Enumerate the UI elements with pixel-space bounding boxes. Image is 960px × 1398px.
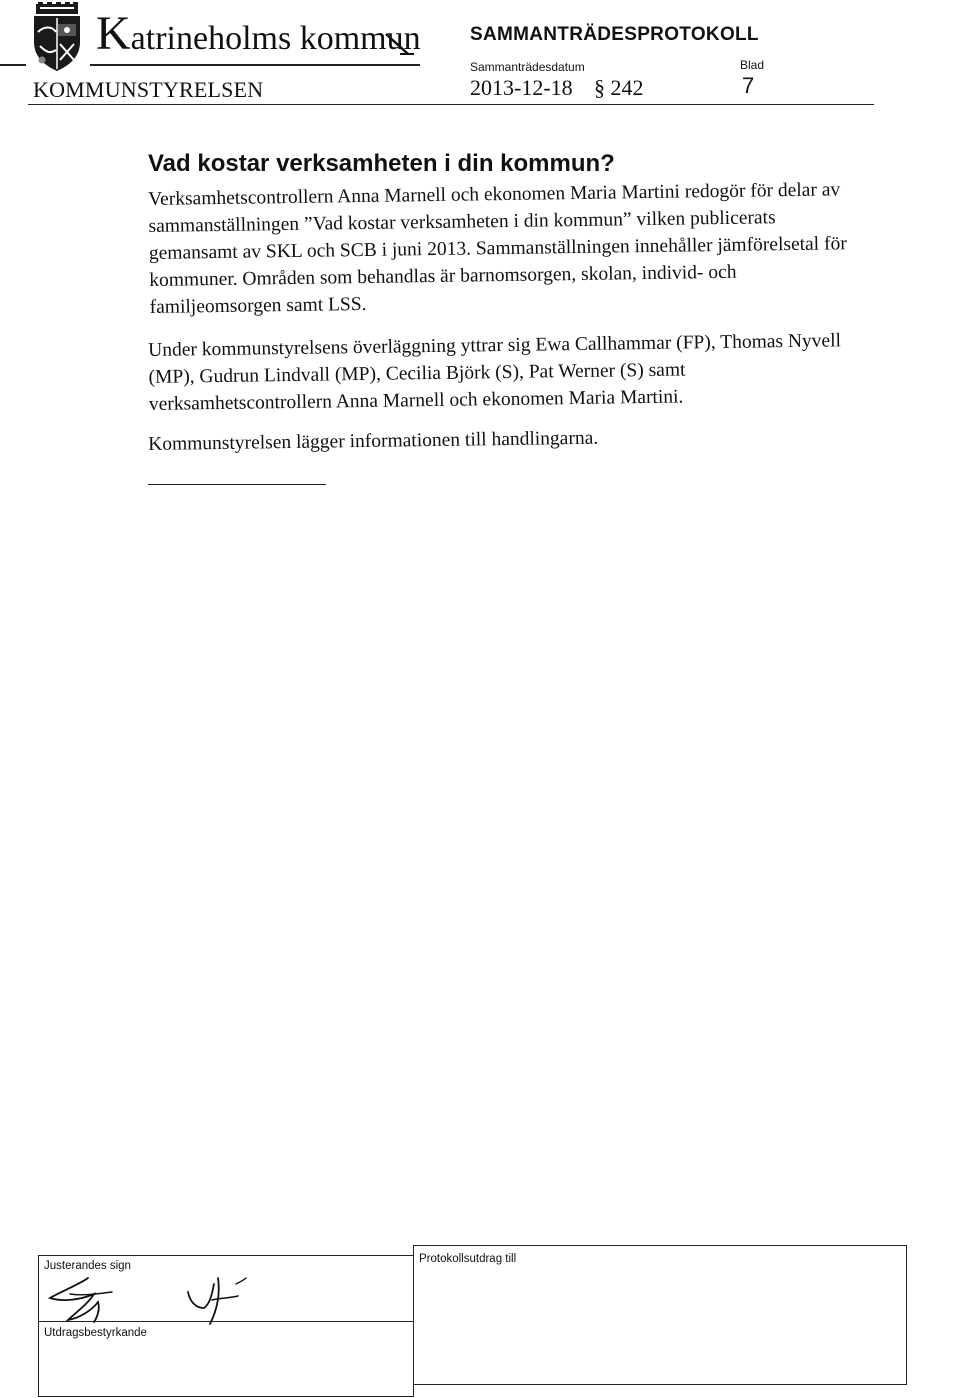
meeting-date-value: 2013-12-18 — [470, 75, 573, 100]
certifier-label: Utdragsbestyrkande — [44, 1327, 147, 1339]
document-type: SAMMANTRÄDESPROTOKOLL — [470, 24, 759, 45]
organization-name-rest: atrineholms kommun — [130, 20, 421, 57]
section-heading: Vad kostar verksamheten i din kommun? — [148, 150, 615, 177]
board-name: KOMMUNSTYRELSEN — [33, 77, 264, 102]
sheet-number: 7 — [742, 73, 755, 98]
coat-of-arms-icon — [26, 2, 88, 72]
handwritten-signature — [40, 1264, 280, 1334]
sheet-label: Blad — [740, 58, 765, 72]
paragraph-discussion: Under kommunstyrelsens överläggning yttrar sig Ewa Callhammar (FP), Thomas Nyvell (MP), Gudrun Lindvall (MP), Cecilia Björk (S), Pat Werner (S) samt verksamhetscontrollern Anna Marnell och ekonomen Maria Martini. — [148, 330, 842, 415]
extract-box — [413, 1245, 907, 1385]
organization-name-initial: K — [96, 7, 131, 60]
signature-box-divider — [38, 1321, 414, 1322]
logo-tick-mark-icon — [378, 28, 418, 58]
extract-recipients-label: Protokollsutdrag till — [419, 1253, 517, 1265]
header-divider — [28, 104, 874, 105]
header-left-rule — [0, 64, 26, 66]
logo-underline-rule — [90, 64, 420, 66]
organization-name — [96, 7, 421, 60]
paragraph-presentation: Verksamhetscontrollern Anna Marnell och ekonomen Maria Martini redogör för delar av sammanställningen ”Vad kostar verksamheten i din kommun” vilken publicerats gemansamt av SKL och SCB i juni 2013. Sammanställningen innehåller jämförelsetal för kommuner. Områden som behandlas är barnomsorgen, skolan, individ- och familjeomsorgen samt LSS. — [148, 179, 847, 318]
paragraph-decision: Kommunstyrelsen lägger informationen till handlingarna. — [148, 427, 599, 455]
section-end-rule — [148, 484, 326, 485]
signature-label: Justerandes sign — [44, 1260, 131, 1272]
paragraph-number: § 242 — [594, 75, 644, 100]
meeting-date-label: Sammanträdesdatum — [470, 60, 585, 74]
